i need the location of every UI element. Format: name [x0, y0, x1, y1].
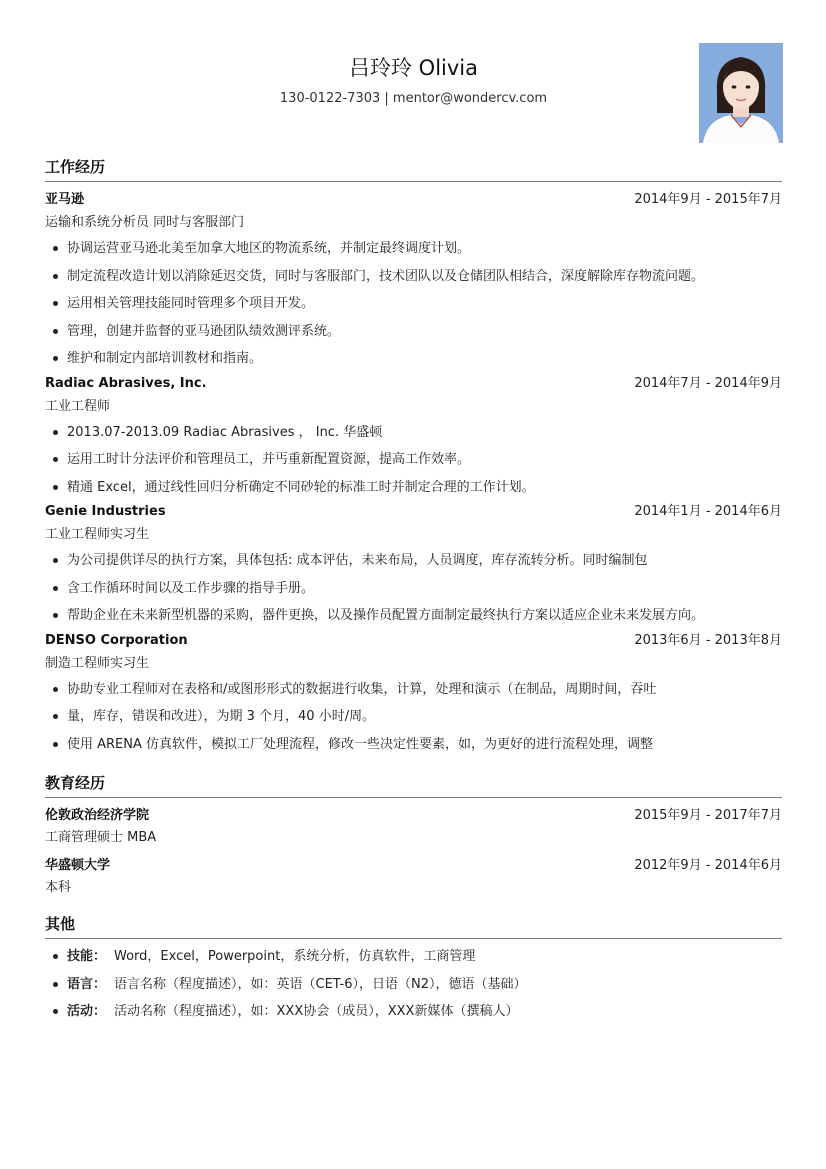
resume-page [45, 0, 782, 1026]
education-section [45, 772, 782, 905]
education-entry [45, 855, 782, 905]
section-title-education: 教育经历 [45, 774, 106, 792]
education-header-row [45, 855, 782, 877]
section-divider [45, 938, 782, 939]
bullet-item: 管理，创建并监督的亚马逊团队绩效测评系统。 [45, 318, 782, 346]
job-entry [45, 501, 782, 630]
bullet-item: 量，库存，错误和改进），为期 3 个月，40 小时/周。 [45, 703, 782, 731]
other-item-text: Word，Excel，Powerpoint，系统分析，仿真软件，工商管理 [114, 949, 476, 964]
job-bullets [45, 676, 782, 759]
company-name: Radiac Abrasives, Inc. [45, 375, 207, 391]
other-list [45, 943, 782, 1026]
portrait-icon [699, 43, 783, 143]
degree: 工商管理硕士 MBA [45, 830, 157, 845]
company-name: 亚马逊 [45, 192, 85, 207]
section-title-other: 其他 [45, 915, 76, 933]
section-divider [45, 797, 782, 798]
job-bullets [45, 547, 782, 630]
job-date: 2014年9月 - 2015年7月 [634, 192, 782, 207]
candidate-name: 吕玲玲 Olivia [348, 56, 478, 80]
bullet-item: 帮助企业在未来新型机器的采购，器件更换，以及操作员配置方面制定最终执行方案以适应企业未来发展方向。 [45, 602, 782, 630]
education-date: 2012年9月 - 2014年6月 [634, 858, 782, 873]
section-divider [45, 181, 782, 182]
job-role: 运输和系统分析员 同时与客服部门 [45, 215, 245, 230]
education-entry [45, 805, 782, 855]
other-section [45, 913, 782, 1026]
job-bullets [45, 235, 782, 373]
job-date: 2013年6月 - 2013年8月 [634, 632, 782, 648]
job-date: 2014年1月 - 2014年6月 [634, 504, 782, 519]
company-name: DENSO Corporation [45, 632, 188, 648]
contact-line: 130-0122-7303 | mentor@wondercv.com [279, 91, 548, 106]
education-header-row [45, 805, 782, 827]
degree: 本科 [45, 880, 72, 895]
job-header-row [45, 373, 782, 395]
job-entry [45, 189, 782, 373]
profile-photo [699, 43, 783, 143]
other-item [45, 998, 782, 1026]
education-date: 2015年9月 - 2017年7月 [634, 808, 782, 823]
job-list [45, 189, 782, 758]
other-item-label: 技能： [67, 949, 107, 964]
bullet-item: 使用 ARENA 仿真软件，模拟工厂处理流程，修改一些决定性要素，如，为更好的进行流程处理，调整 [45, 731, 782, 759]
bullet-item: 协助专业工程师对在表格和/或图形形式的数据进行收集，计算，处理和演示（在制品，周期时间，吞吐 [45, 676, 782, 704]
bullet-item: 为公司提供详尽的执行方案，具体包括: 成本评估，未来布局，人员调度，库存流转分析。同时编制包 [45, 547, 782, 575]
bullet-item: 2013.07-2013.09 Radiac Abrasives ， Inc. 华盛顿 [45, 419, 782, 447]
other-item [45, 943, 782, 971]
other-item-label: 语言： [67, 976, 107, 992]
job-date: 2014年7月 - 2014年9月 [634, 375, 782, 391]
job-header-row [45, 630, 782, 652]
job-role: 工业工程师实习生 [45, 527, 150, 542]
other-item-label: 活动： [67, 1004, 107, 1019]
company-name: Genie Industries [45, 504, 166, 519]
section-title-work: 工作经历 [45, 158, 106, 176]
bullet-item: 精通 Excel，通过线性回归分析确定不同砂轮的标准工时并制定合理的工作计划。 [45, 474, 782, 502]
bullet-item: 运用工时计分法评价和管理员工，并丐重新配置资源，提高工作效率。 [45, 446, 782, 474]
bullet-item: 运用相关管理技能同时管理多个项目开发。 [45, 290, 782, 318]
work-section [45, 156, 782, 758]
school-name: 华盛顿大学 [45, 858, 111, 873]
bullet-item: 含工作循环时间以及工作步骤的指导手册。 [45, 575, 782, 603]
other-item-text: 语言名称（程度描述），如：英语（CET-6），日语（N2），德语（基础） [114, 976, 527, 992]
bullet-item: 维护和制定内部培训教材和指南。 [45, 345, 782, 373]
job-header-row [45, 501, 782, 523]
job-role: 制造工程师实习生 [45, 655, 150, 671]
bullet-item: 制定流程改造计划以消除延迟交货，同时与客服部门，技术团队以及仓储团队相结合，深度解除库存物流问题。 [45, 263, 782, 291]
other-item [45, 971, 782, 999]
other-item-text: 活动名称（程度描述），如：XXX协会（成员），XXX新媒体（撰稿人） [114, 1004, 519, 1019]
bullet-item: 协调运营亚马逊北美至加拿大地区的物流系统，并制定最终调度计划。 [45, 235, 782, 263]
job-bullets [45, 419, 782, 502]
job-entry [45, 630, 782, 759]
job-entry [45, 373, 782, 502]
job-header-row [45, 189, 782, 211]
job-role: 工业工程师 [45, 398, 111, 414]
resume-header [45, 0, 782, 152]
school-name: 伦敦政治经济学院 [45, 808, 150, 823]
school-list [45, 805, 782, 905]
